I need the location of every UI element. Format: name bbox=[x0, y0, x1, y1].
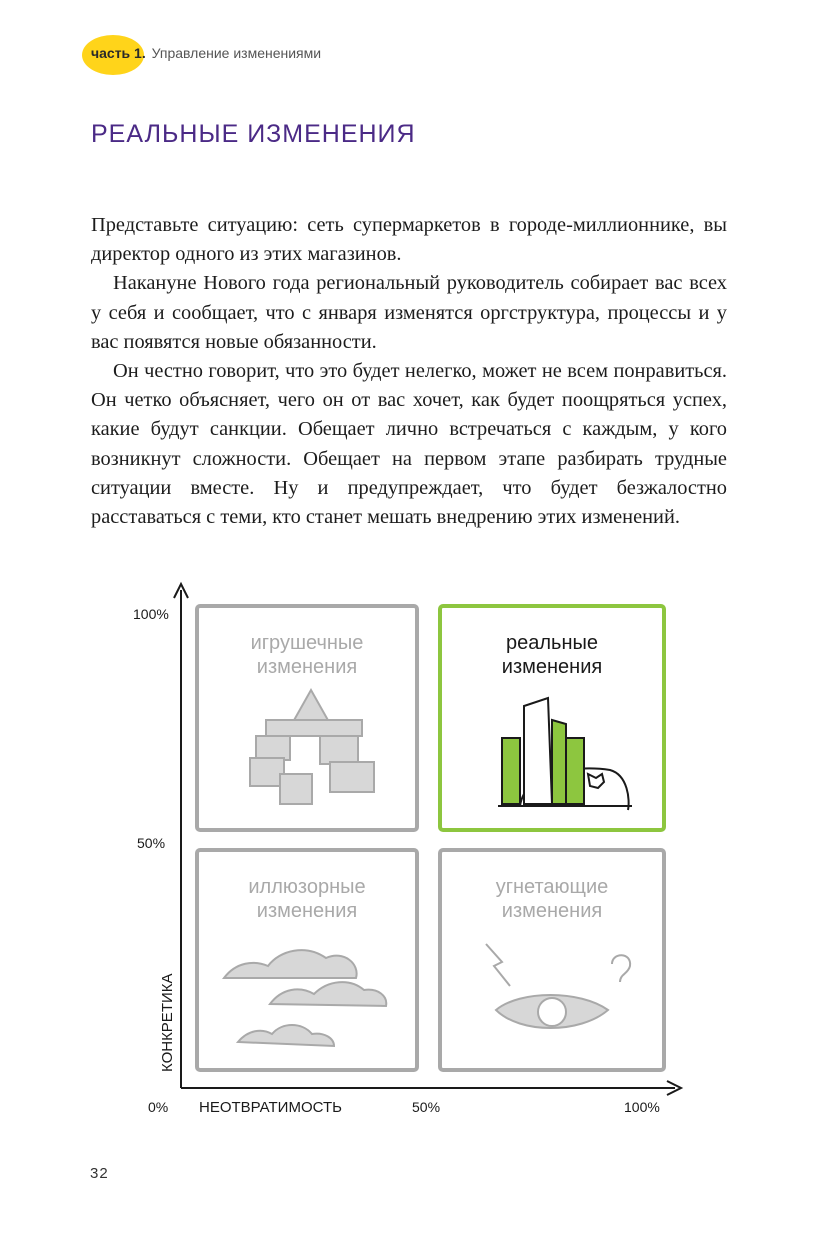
illusory-label-line1: иллюзорные bbox=[248, 876, 366, 898]
real-label-line2: изменения bbox=[501, 656, 603, 678]
toy-label-line1: игрушечные bbox=[250, 632, 364, 654]
part-label: часть 1. bbox=[91, 45, 146, 61]
paragraph-1: Представьте ситуацию: сеть супермаркетов в городе-миллионнике, вы директор одного из этих магазинов. bbox=[91, 214, 727, 266]
body-text bbox=[91, 211, 727, 532]
change-matrix bbox=[0, 570, 833, 1130]
part-title: Управление изменениями bbox=[151, 45, 322, 61]
oppressive-label-line2: изменения bbox=[501, 900, 603, 922]
paragraph-2: Накануне Нового года региональный руководитель собирает вас всех у себя и сообщает, что с января изменятся оргструктура, процессы и у вас появятся новые обязанности. bbox=[91, 272, 727, 353]
x-axis-label: НЕОТВРАТИМОСТЬ bbox=[199, 1099, 342, 1116]
real-label-line1: реальные bbox=[505, 632, 599, 654]
x-tick-100: 100% bbox=[624, 1099, 660, 1115]
oppressive-label-line1: угнетающие bbox=[495, 876, 609, 898]
origin-label: 0% bbox=[148, 1099, 169, 1115]
y-axis-label: КОНКРЕТИКА bbox=[159, 973, 176, 1072]
x-tick-50: 50% bbox=[412, 1099, 441, 1115]
section-title: РЕАЛЬНЫЕ ИЗМЕНЕНИЯ bbox=[91, 120, 416, 148]
running-header bbox=[91, 45, 321, 61]
toy-label-line2: изменения bbox=[256, 656, 358, 678]
y-tick-100: 100% bbox=[133, 606, 169, 622]
page-number: 32 bbox=[90, 1165, 109, 1182]
illusory-label-line2: изменения bbox=[256, 900, 358, 922]
paragraph-3: Он честно говорит, что это будет нелегко, может не всем понравиться. Он четко объясняет, чего он от вас хочет, как будет поощряться успех, какие будут санкции. Обещает лично встречаться с каждым, у кого возникнут сложности. Обещает на первом этапе разбирать трудные ситуации вместе. Ну и предупреждает, что будет безжалостно расставаться с теми, кто станет мешать внедрению этих изменений. bbox=[91, 360, 727, 529]
y-tick-50: 50% bbox=[137, 835, 166, 851]
